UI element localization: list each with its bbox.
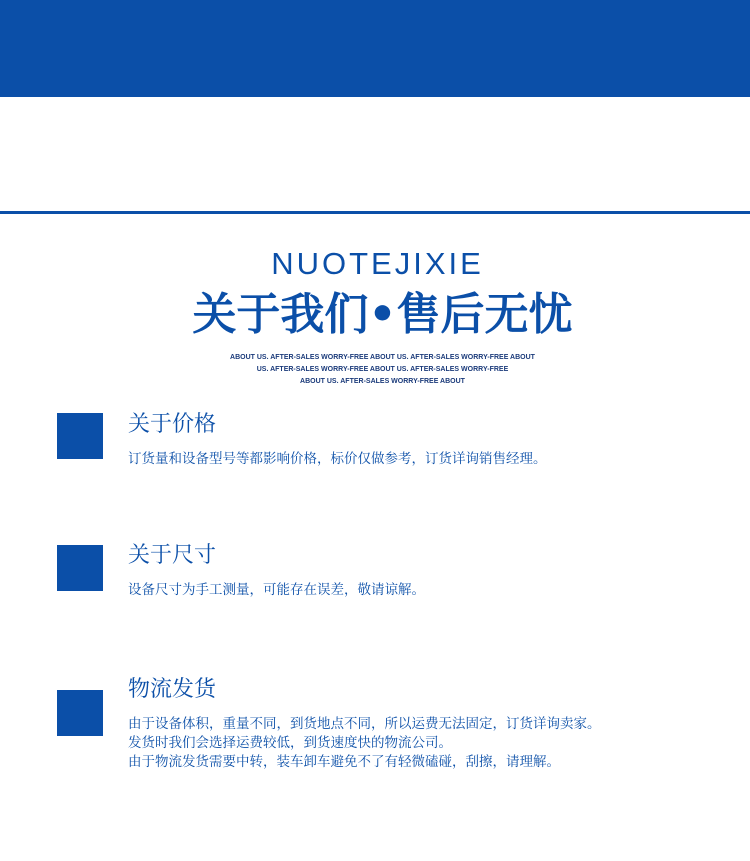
section-title-shipping: 物流发货: [128, 677, 217, 702]
section-title-size: 关于尺寸: [128, 543, 217, 568]
section-marker-size: [57, 545, 103, 591]
tagline-line: ABOUT US. AFTER-SALES WORRY-FREE ABOUT US. AFTER-SALES WORRY-FREE ABOUT: [230, 354, 535, 361]
section-body-price: [128, 450, 547, 469]
header-divider: [0, 211, 750, 214]
section-text-line: 发货时我们会选择运费较低，到货速度快的物流公司。: [128, 735, 452, 751]
section-title-price: 关于价格: [128, 412, 217, 437]
section-body-size: [128, 581, 425, 600]
section-text-line: 由于设备体积，重量不同，到货地点不同，所以运费无法固定，订货详询卖家。: [128, 716, 601, 732]
tagline-line: ABOUT US. AFTER-SALES WORRY-FREE ABOUT: [300, 378, 465, 385]
tagline-line: US. AFTER-SALES WORRY-FREE ABOUT US. AFTER-SALES WORRY-FREE: [256, 366, 509, 373]
section-marker-price: [57, 413, 103, 459]
section-text-line: 订货量和设备型号等都影响价格，标价仅做参考，订货详询销售经理。: [128, 451, 547, 467]
section-body-shipping: [128, 715, 601, 772]
section-marker-shipping: [57, 690, 103, 736]
page-title: 关于我们•售后无忧: [192, 289, 573, 340]
brand-name: NUOTEJIXIE: [271, 246, 484, 281]
section-text-line: 由于物流发货需要中转，装车卸车避免不了有轻微磕碰，刮擦，请理解。: [128, 754, 560, 770]
section-text-line: 设备尺寸为手工测量，可能存在误差，敬请谅解。: [128, 582, 425, 598]
top-banner: [0, 0, 750, 97]
